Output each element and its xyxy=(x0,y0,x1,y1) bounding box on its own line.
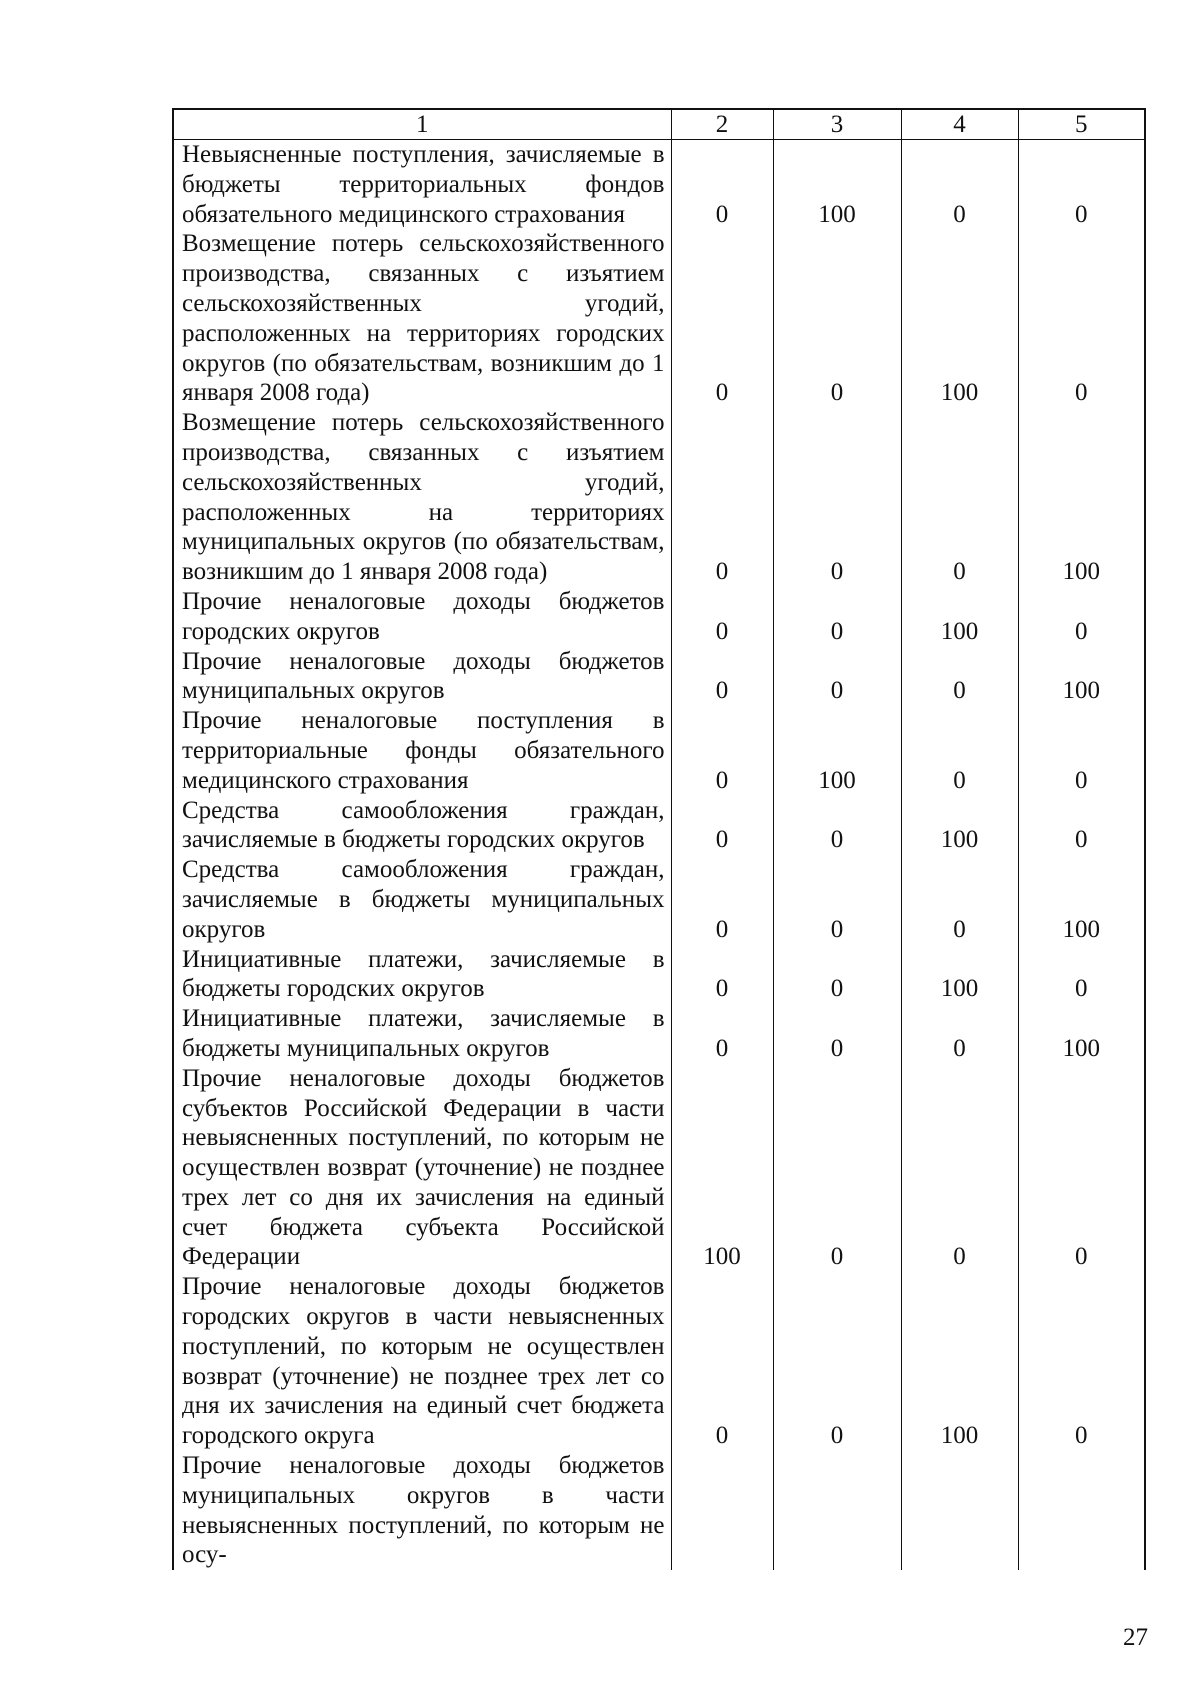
row-value-col-2: 0 xyxy=(671,1272,773,1451)
row-value-col-4: 0 xyxy=(901,855,1018,944)
row-value-col-4: 0 xyxy=(901,706,1018,795)
row-value-col-2: 0 xyxy=(671,587,773,647)
row-value-col-5: 0 xyxy=(1018,140,1145,230)
row-value-col-2: 0 xyxy=(671,706,773,795)
row-value-col-3: 0 xyxy=(773,1004,901,1064)
table-row xyxy=(173,229,1145,408)
row-value-col-3: 0 xyxy=(773,1272,901,1451)
table-row xyxy=(173,1004,1145,1064)
row-description: Прочие неналоговые доходы бюджетов городских округов в части невыясненных поступлений, по которым не осуществлен возврат (уточнение) не позднее трех лет со дня их зачисления на единый счет бюджета городского округа xyxy=(173,1272,671,1451)
row-description: Средства самообложения граждан, зачисляемые в бюджеты городских округов xyxy=(173,796,671,856)
page-number: 27 xyxy=(1123,1624,1148,1651)
row-value-col-2: 100 xyxy=(671,1064,773,1273)
row-value-col-2: 0 xyxy=(671,945,773,1005)
row-value-col-5 xyxy=(1018,1451,1145,1570)
row-value-col-2: 0 xyxy=(671,796,773,856)
row-value-col-4: 100 xyxy=(901,587,1018,647)
column-header-5: 5 xyxy=(1018,109,1145,140)
row-value-col-4: 100 xyxy=(901,796,1018,856)
row-description: Невыясненные поступления, зачисляемые в бюджеты территориальных фондов обязательного медицинского страхования xyxy=(173,140,671,230)
row-description: Прочие неналоговые доходы бюджетов субъектов Российской Федерации в части невыясненных поступлений, по которым не осуществлен возврат (уточнение) не позднее трех лет со дня их зачисления на единый счет бюджета субъекта Российской Федерации xyxy=(173,1064,671,1273)
row-value-col-5: 0 xyxy=(1018,796,1145,856)
row-description: Возмещение потерь сельскохозяйственного производства, связанных с изъятием сельскохозяйственных угодий, расположенных на территориях городских округов (по обязательствам, возникшим до 1 января 2008 года) xyxy=(173,229,671,408)
row-value-col-3: 100 xyxy=(773,706,901,795)
column-header-3: 3 xyxy=(773,109,901,140)
row-value-col-5: 0 xyxy=(1018,229,1145,408)
row-value-col-4: 0 xyxy=(901,408,1018,587)
row-value-col-5: 0 xyxy=(1018,706,1145,795)
row-value-col-2: 0 xyxy=(671,1004,773,1064)
row-value-col-5: 0 xyxy=(1018,1272,1145,1451)
row-value-col-3: 0 xyxy=(773,945,901,1005)
row-value-col-3 xyxy=(773,1451,901,1570)
table-row xyxy=(173,945,1145,1005)
row-value-col-3: 0 xyxy=(773,647,901,707)
row-value-col-5: 0 xyxy=(1018,1064,1145,1273)
row-value-col-5: 0 xyxy=(1018,587,1145,647)
table-row xyxy=(173,1451,1145,1570)
row-description: Средства самообложения граждан, зачисляемые в бюджеты муниципальных округов xyxy=(173,855,671,944)
row-description: Инициативные платежи, зачисляемые в бюджеты городских округов xyxy=(173,945,671,1005)
row-value-col-3: 0 xyxy=(773,855,901,944)
row-description: Прочие неналоговые доходы бюджетов муниципальных округов xyxy=(173,647,671,707)
row-value-col-3: 0 xyxy=(773,587,901,647)
column-header-1: 1 xyxy=(173,109,671,140)
row-value-col-5: 100 xyxy=(1018,647,1145,707)
row-value-col-4 xyxy=(901,1451,1018,1570)
row-value-col-2: 0 xyxy=(671,647,773,707)
column-header-4: 4 xyxy=(901,109,1018,140)
row-value-col-5: 100 xyxy=(1018,855,1145,944)
row-value-col-5: 100 xyxy=(1018,1004,1145,1064)
table-row xyxy=(173,647,1145,707)
row-description: Инициативные платежи, зачисляемые в бюджеты муниципальных округов xyxy=(173,1004,671,1064)
row-value-col-4: 100 xyxy=(901,945,1018,1005)
row-value-col-4: 0 xyxy=(901,647,1018,707)
row-value-col-3: 0 xyxy=(773,408,901,587)
row-value-col-5: 0 xyxy=(1018,945,1145,1005)
table-row xyxy=(173,408,1145,587)
table-row xyxy=(173,587,1145,647)
row-value-col-2: 0 xyxy=(671,855,773,944)
row-value-col-3: 0 xyxy=(773,796,901,856)
row-description: Прочие неналоговые поступления в территориальные фонды обязательного медицинского страхования xyxy=(173,706,671,795)
revenue-distribution-table xyxy=(172,108,1146,1570)
table-row xyxy=(173,1064,1145,1273)
row-description: Возмещение потерь сельскохозяйственного производства, связанных с изъятием сельскохозяйственных угодий, расположенных на территориях муниципальных округов (по обязательствам, возникшим до 1 января 2008 года) xyxy=(173,408,671,587)
row-description: Прочие неналоговые доходы бюджетов муниципальных округов в части невыясненных поступлений, по которым не осу- xyxy=(173,1451,671,1570)
row-value-col-2: 0 xyxy=(671,408,773,587)
table-row xyxy=(173,855,1145,944)
row-value-col-4: 0 xyxy=(901,1064,1018,1273)
row-value-col-3: 0 xyxy=(773,229,901,408)
header-row xyxy=(173,109,1145,140)
column-header-2: 2 xyxy=(671,109,773,140)
row-value-col-4: 0 xyxy=(901,1004,1018,1064)
row-value-col-4: 100 xyxy=(901,229,1018,408)
table-row xyxy=(173,1272,1145,1451)
table-row xyxy=(173,796,1145,856)
row-value-col-4: 0 xyxy=(901,140,1018,230)
row-value-col-2: 0 xyxy=(671,140,773,230)
row-value-col-2: 0 xyxy=(671,229,773,408)
row-value-col-4: 100 xyxy=(901,1272,1018,1451)
row-value-col-5: 100 xyxy=(1018,408,1145,587)
row-value-col-3: 0 xyxy=(773,1064,901,1273)
table-row xyxy=(173,706,1145,795)
row-value-col-3: 100 xyxy=(773,140,901,230)
table-row xyxy=(173,140,1145,230)
row-value-col-2 xyxy=(671,1451,773,1570)
row-description: Прочие неналоговые доходы бюджетов городских округов xyxy=(173,587,671,647)
